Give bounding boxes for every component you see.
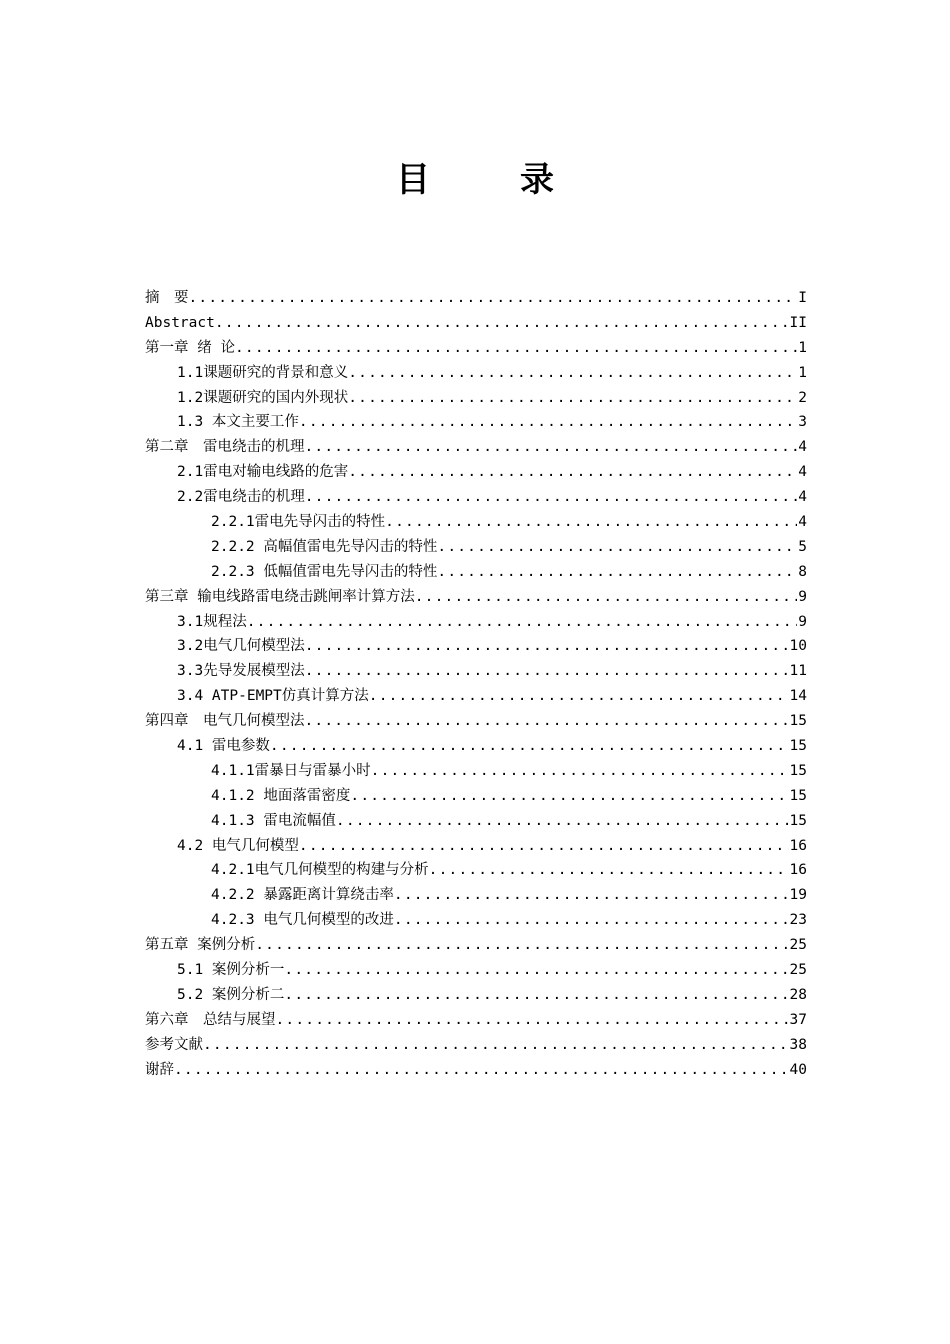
toc-entry-page: 5: [798, 538, 807, 555]
toc-entry-label: 3.4 ATP-EMPT仿真计算方法: [177, 688, 369, 705]
toc-leader-dots: [305, 659, 789, 684]
toc-entry[interactable]: [145, 510, 807, 535]
toc-entry-page: 25: [789, 937, 807, 954]
toc-entry-page: 25: [789, 962, 807, 979]
toc-leader-dots: [305, 435, 798, 460]
toc-entry[interactable]: [145, 535, 807, 560]
toc-entry-page: 16: [789, 837, 807, 854]
toc-leader-dots: [385, 510, 797, 535]
toc-leader-dots: [247, 610, 798, 635]
toc-entry[interactable]: [145, 759, 807, 784]
toc-entry-label: 摘 要: [145, 290, 189, 306]
toc-entry-page: 15: [789, 738, 807, 755]
toc-entry-label: 2.2.3 低幅值雷电先导闪击的特性: [211, 563, 438, 580]
toc-entry-page: 14: [789, 688, 807, 705]
toc-entry-label: 3.3先导发展模型法: [177, 663, 305, 680]
toc-entry[interactable]: [145, 410, 807, 435]
toc-entry[interactable]: [145, 958, 807, 983]
toc-entry[interactable]: [145, 311, 807, 336]
toc-entry[interactable]: [145, 1008, 807, 1033]
toc-leader-dots: [299, 410, 797, 435]
toc-leader-dots: [174, 1058, 789, 1083]
toc-leader-dots: [305, 709, 789, 734]
toc-leader-dots: [305, 485, 798, 510]
toc-entry-page: II: [789, 314, 807, 331]
toc-leader-dots: [284, 983, 788, 1008]
toc-entry-label: 谢辞: [145, 1061, 174, 1078]
toc-entry-label: 3.1规程法: [177, 613, 247, 630]
toc-entry-label: 4.1.3 雷电流幅值: [211, 812, 336, 829]
toc-entry-page: 3: [798, 414, 807, 431]
toc-entry-label: 第三章 输电线路雷电绕击跳闸率计算方法: [145, 588, 415, 605]
toc-entry-page: 9: [798, 613, 807, 630]
toc-leader-dots: [299, 834, 789, 859]
toc-entry[interactable]: [145, 784, 807, 809]
toc-entry-page: 4: [798, 489, 807, 506]
toc-entry-label: 第一章 绪 论: [145, 339, 235, 356]
toc-entry[interactable]: [145, 1033, 807, 1058]
toc-entry-label: 4.1 雷电参数: [177, 738, 270, 755]
toc-leader-dots: [336, 809, 789, 834]
toc-entry-page: 15: [789, 713, 807, 730]
toc-entry-label: 2.2.1雷电先导闪击的特性: [211, 514, 386, 531]
toc-leader-dots: [305, 634, 789, 659]
toc-entry-page: 9: [798, 588, 807, 605]
toc-entry-label: 第五章 案例分析: [145, 937, 256, 954]
toc-entry-page: 4: [798, 514, 807, 531]
toc-entry-page: 2: [798, 389, 807, 406]
toc-leader-dots: [350, 784, 788, 809]
toc-entry-label: 5.1 案例分析一: [177, 962, 285, 979]
toc-entry-label: 4.2 电气几何模型: [177, 837, 299, 854]
toc-entry[interactable]: [145, 286, 807, 311]
table-of-contents: [145, 286, 807, 1083]
toc-entry[interactable]: [145, 560, 807, 585]
toc-entry-page: 16: [789, 862, 807, 879]
toc-entry-label: 4.1.1雷暴日与雷暴小时: [211, 762, 371, 779]
toc-leader-dots: [437, 535, 797, 560]
toc-leader-dots: [215, 311, 789, 336]
toc-entry-label: 1.3 本文主要工作: [177, 414, 299, 431]
toc-entry[interactable]: [145, 734, 807, 759]
toc-entry-page: 8: [798, 563, 807, 580]
toc-entry-page: 1: [798, 364, 807, 381]
toc-entry-label: 2.2.2 高幅值雷电先导闪击的特性: [211, 538, 438, 555]
toc-entry[interactable]: [145, 809, 807, 834]
toc-entry-page: I: [798, 290, 807, 306]
toc-leader-dots: [270, 734, 789, 759]
toc-leader-dots: [371, 759, 789, 784]
toc-entry-label: 第二章 雷电绕击的机理: [145, 439, 305, 456]
toc-entry[interactable]: [145, 933, 807, 958]
toc-entry[interactable]: [145, 908, 807, 933]
toc-entry-page: 11: [789, 663, 807, 680]
toc-entry-page: 15: [789, 762, 807, 779]
toc-entry-label: Abstract: [145, 314, 215, 331]
toc-entry-page: 15: [789, 787, 807, 804]
toc-entry[interactable]: [145, 1058, 807, 1083]
toc-leader-dots: [235, 336, 797, 361]
toc-entry-page: 37: [789, 1011, 807, 1028]
toc-entry[interactable]: [145, 485, 807, 510]
toc-leader-dots: [429, 858, 789, 883]
toc-leader-dots: [394, 883, 789, 908]
toc-entry[interactable]: [145, 659, 807, 684]
toc-entry[interactable]: [145, 834, 807, 859]
toc-leader-dots: [276, 1008, 789, 1033]
toc-entry-label: 4.2.2 暴露距离计算绕击率: [211, 887, 394, 904]
toc-entry-label: 1.2课题研究的国内外现状: [177, 389, 349, 406]
page-title: 目 录: [396, 160, 582, 200]
toc-entry-page: 40: [789, 1061, 807, 1078]
toc-entry-page: 4: [798, 439, 807, 456]
toc-entry[interactable]: [145, 361, 807, 386]
toc-entry-label: 4.2.3 电气几何模型的改进: [211, 912, 394, 929]
toc-entry[interactable]: [145, 634, 807, 659]
toc-entry[interactable]: [145, 336, 807, 361]
toc-leader-dots: [203, 1033, 789, 1058]
toc-leader-dots: [255, 933, 788, 958]
toc-leader-dots: [284, 958, 788, 983]
toc-entry[interactable]: [145, 386, 807, 411]
toc-entry-page: 19: [789, 887, 807, 904]
toc-entry-label: 5.2 案例分析二: [177, 986, 285, 1003]
toc-leader-dots: [189, 286, 798, 311]
toc-leader-dots: [415, 585, 798, 610]
toc-entry[interactable]: [145, 585, 807, 610]
toc-leader-dots: [394, 908, 789, 933]
toc-leader-dots: [369, 684, 789, 709]
toc-entry-label: 第六章 总结与展望: [145, 1011, 276, 1028]
toc-entry-label: 3.2电气几何模型法: [177, 638, 305, 655]
toc-leader-dots: [437, 560, 797, 585]
toc-entry[interactable]: [145, 610, 807, 635]
toc-entry-label: 4.2.1电气几何模型的构建与分析: [211, 862, 429, 879]
toc-leader-dots: [348, 386, 797, 411]
toc-entry-label: 4.1.2 地面落雷密度: [211, 787, 351, 804]
toc-entry-label: 2.1雷电对输电线路的危害: [177, 464, 349, 481]
toc-entry-page: 15: [789, 812, 807, 829]
toc-entry[interactable]: [145, 435, 807, 460]
toc-entry-label: 1.1课题研究的背景和意义: [177, 364, 349, 381]
toc-entry-page: 38: [789, 1036, 807, 1053]
toc-entry-label: 2.2雷电绕击的机理: [177, 489, 305, 506]
toc-entry-page: 28: [789, 986, 807, 1003]
toc-entry-label: 参考文献: [145, 1036, 203, 1053]
toc-entry-page: 23: [789, 912, 807, 929]
toc-entry-label: 第四章 电气几何模型法: [145, 713, 305, 730]
toc-entry[interactable]: [145, 883, 807, 908]
toc-leader-dots: [348, 361, 797, 386]
toc-entry[interactable]: [145, 684, 807, 709]
toc-leader-dots: [348, 460, 797, 485]
toc-entry[interactable]: [145, 460, 807, 485]
toc-entry-page: 10: [789, 638, 807, 655]
toc-entry[interactable]: [145, 858, 807, 883]
toc-entry[interactable]: [145, 983, 807, 1008]
toc-entry-page: 1: [798, 339, 807, 356]
toc-entry[interactable]: [145, 709, 807, 734]
toc-entry-page: 4: [798, 464, 807, 481]
